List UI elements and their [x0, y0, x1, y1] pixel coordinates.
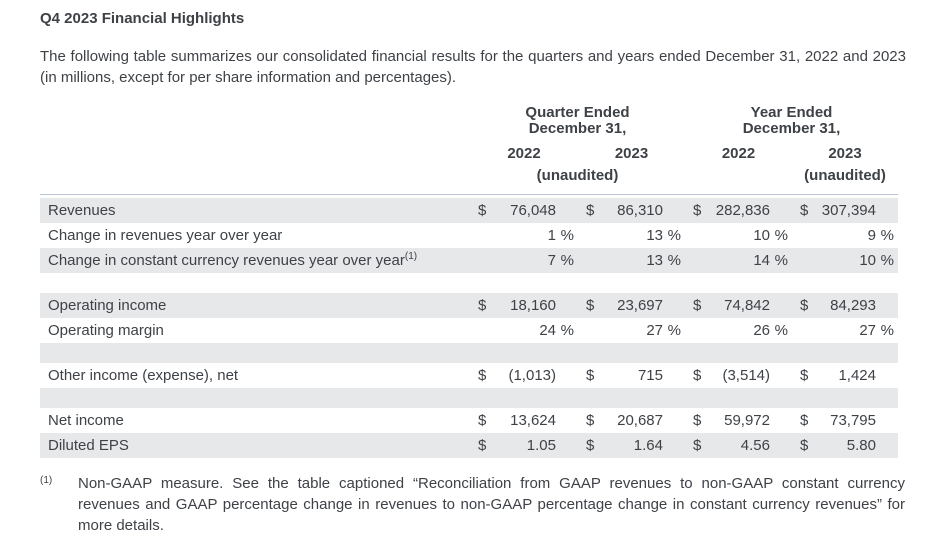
currency-symbol: $ [800, 367, 809, 384]
header-label-spacer [40, 105, 470, 137]
cell-value: 13 [646, 252, 663, 269]
value-cell [578, 202, 685, 219]
percent-symbol: % [667, 252, 681, 269]
cell-value: 23,697 [617, 297, 663, 314]
value-cell [470, 252, 578, 269]
value-cell [685, 437, 792, 454]
cell-value: 1.64 [633, 437, 663, 454]
currency-symbol: $ [478, 412, 487, 429]
value-cell [578, 227, 685, 244]
table-row [40, 223, 898, 248]
quarter-ended-line2: December 31, [528, 120, 627, 137]
value-cell [685, 322, 792, 339]
percent-symbol: % [667, 227, 681, 244]
unaudited-spacer [685, 167, 792, 187]
value-cell [792, 437, 898, 454]
cell-value: 13,624 [510, 412, 556, 429]
currency-symbol: $ [693, 412, 702, 429]
row-label: Other income (expense), net [48, 367, 239, 384]
financial-highlights-table [40, 105, 898, 458]
cell-value: 24 [539, 322, 556, 339]
currency-symbol: $ [800, 297, 809, 314]
value-cell [792, 252, 898, 269]
value-cell [792, 227, 898, 244]
value-cell [470, 297, 578, 314]
currency-symbol: $ [693, 367, 702, 384]
intro-paragraph: The following table summarizes our consolidated financial results for the quarters and years ended December 31, 2022 and 2023 (in millions, except for per share information and percentages). [40, 48, 906, 86]
currency-symbol: $ [478, 202, 487, 219]
cell-value: 4.56 [740, 437, 770, 454]
year-ended-line2: December 31, [742, 120, 841, 137]
currency-symbol: $ [586, 367, 595, 384]
value-cell [792, 367, 898, 384]
value-cell [578, 367, 685, 384]
percent-symbol: % [667, 322, 681, 339]
cell-value: 282,836 [715, 202, 770, 219]
year-ended-header [685, 105, 898, 137]
spacer-row [40, 388, 898, 408]
quarter-ended-header [470, 105, 685, 137]
cell-value: 7 [547, 252, 556, 269]
table-body [40, 194, 898, 458]
row-label: Change in constant currency revenues year over year$^{(1)}$ [48, 251, 418, 269]
percent-symbol: % [880, 322, 894, 339]
table-year-header-row [40, 145, 898, 165]
quarter-ended-line1: Quarter Ended [525, 104, 630, 121]
year-column-header: 2022 [721, 145, 756, 162]
table-row [40, 318, 898, 343]
cell-value: 9 [867, 227, 876, 244]
unaudited-header-row [40, 167, 898, 187]
currency-symbol: $ [800, 412, 809, 429]
percent-symbol: % [774, 227, 788, 244]
value-cell [792, 322, 898, 339]
value-cell [685, 367, 792, 384]
cell-value: 76,048 [510, 202, 556, 219]
value-cell [685, 252, 792, 269]
value-cell [470, 322, 578, 339]
year-column-header: 2023 [828, 145, 862, 162]
year-ended-line1: Year Ended [750, 104, 833, 121]
cell-value: (1,013) [508, 367, 556, 384]
cell-value: 10 [753, 227, 770, 244]
row-label: Change in revenues year over year [48, 227, 283, 244]
cell-value: 20,687 [617, 412, 663, 429]
cell-value: 715 [637, 367, 663, 384]
cell-value: 73,795 [830, 412, 876, 429]
header-label-spacer [40, 145, 470, 165]
value-cell [470, 412, 578, 429]
currency-symbol: $ [800, 437, 809, 454]
table-row [40, 198, 898, 223]
currency-symbol: $ [693, 297, 702, 314]
footnote-reference: (1) [404, 251, 418, 262]
percent-symbol: % [880, 227, 894, 244]
value-cell [792, 412, 898, 429]
currency-symbol: $ [586, 437, 595, 454]
currency-symbol: $ [693, 437, 702, 454]
table-row [40, 248, 898, 273]
table-row [40, 363, 898, 388]
unaudited-label-year: (unaudited) [804, 167, 886, 184]
percent-symbol: % [880, 252, 894, 269]
cell-value: 13 [646, 227, 663, 244]
value-cell [792, 202, 898, 219]
currency-symbol: $ [586, 202, 595, 219]
value-cell [578, 412, 685, 429]
footnote-text: Non-GAAP measure. See the table captioned “Reconciliation from GAAP revenues to non-GAAP constant currency revenues and GAAP percentage change in revenues to non-GAAP percentage change in constant currency revenues” for more details. [78, 475, 905, 534]
value-cell [685, 297, 792, 314]
value-cell [578, 322, 685, 339]
cell-value: (3,514) [722, 367, 770, 384]
value-cell [685, 202, 792, 219]
table-row [40, 433, 898, 458]
cell-value: 27 [859, 322, 876, 339]
percent-symbol: % [774, 322, 788, 339]
spacer-row [40, 273, 898, 293]
percent-symbol: % [560, 227, 574, 244]
value-cell [578, 297, 685, 314]
value-cell [578, 437, 685, 454]
currency-symbol: $ [693, 202, 702, 219]
table-group-header-row [40, 105, 898, 137]
year-column-header: 2023 [614, 145, 649, 162]
currency-symbol: $ [478, 437, 487, 454]
value-cell [792, 297, 898, 314]
cell-value: 84,293 [830, 297, 876, 314]
cell-value: 14 [753, 252, 770, 269]
table-row [40, 408, 898, 433]
value-cell [578, 252, 685, 269]
cell-value: 27 [646, 322, 663, 339]
cell-value: 307,394 [821, 202, 876, 219]
row-label: Net income [48, 412, 124, 429]
cell-value: 74,842 [724, 297, 770, 314]
cell-value: 10 [859, 252, 876, 269]
value-cell [470, 227, 578, 244]
table-row [40, 293, 898, 318]
cell-value: 59,972 [724, 412, 770, 429]
value-cell [470, 367, 578, 384]
cell-value: 1,424 [838, 367, 876, 384]
value-cell [470, 437, 578, 454]
row-label: Operating margin [48, 322, 164, 339]
cell-value: 5.80 [846, 437, 876, 454]
cell-value: 86,310 [617, 202, 663, 219]
unaudited-label-quarter: (unaudited) [536, 167, 619, 184]
footnote [40, 473, 905, 536]
header-label-spacer [40, 167, 470, 187]
row-label: Revenues [48, 202, 116, 219]
row-label: Operating income [48, 297, 167, 314]
cell-value: 1.05 [526, 437, 556, 454]
percent-symbol: % [560, 252, 574, 269]
spacer-row [40, 343, 898, 363]
currency-symbol: $ [586, 297, 595, 314]
currency-symbol: $ [478, 367, 487, 384]
currency-symbol: $ [800, 202, 809, 219]
page-title: Q4 2023 Financial Highlights [40, 10, 245, 27]
year-column-header: 2022 [507, 145, 541, 162]
currency-symbol: $ [586, 412, 595, 429]
footnote-marker: (1) [40, 475, 53, 486]
cell-value: 26 [753, 322, 770, 339]
row-label: Diluted EPS [48, 437, 129, 454]
value-cell [685, 412, 792, 429]
cell-value: 1 [547, 227, 556, 244]
percent-symbol: % [774, 252, 788, 269]
value-cell [470, 202, 578, 219]
currency-symbol: $ [478, 297, 487, 314]
value-cell [685, 227, 792, 244]
percent-symbol: % [560, 322, 574, 339]
cell-value: 18,160 [510, 297, 556, 314]
